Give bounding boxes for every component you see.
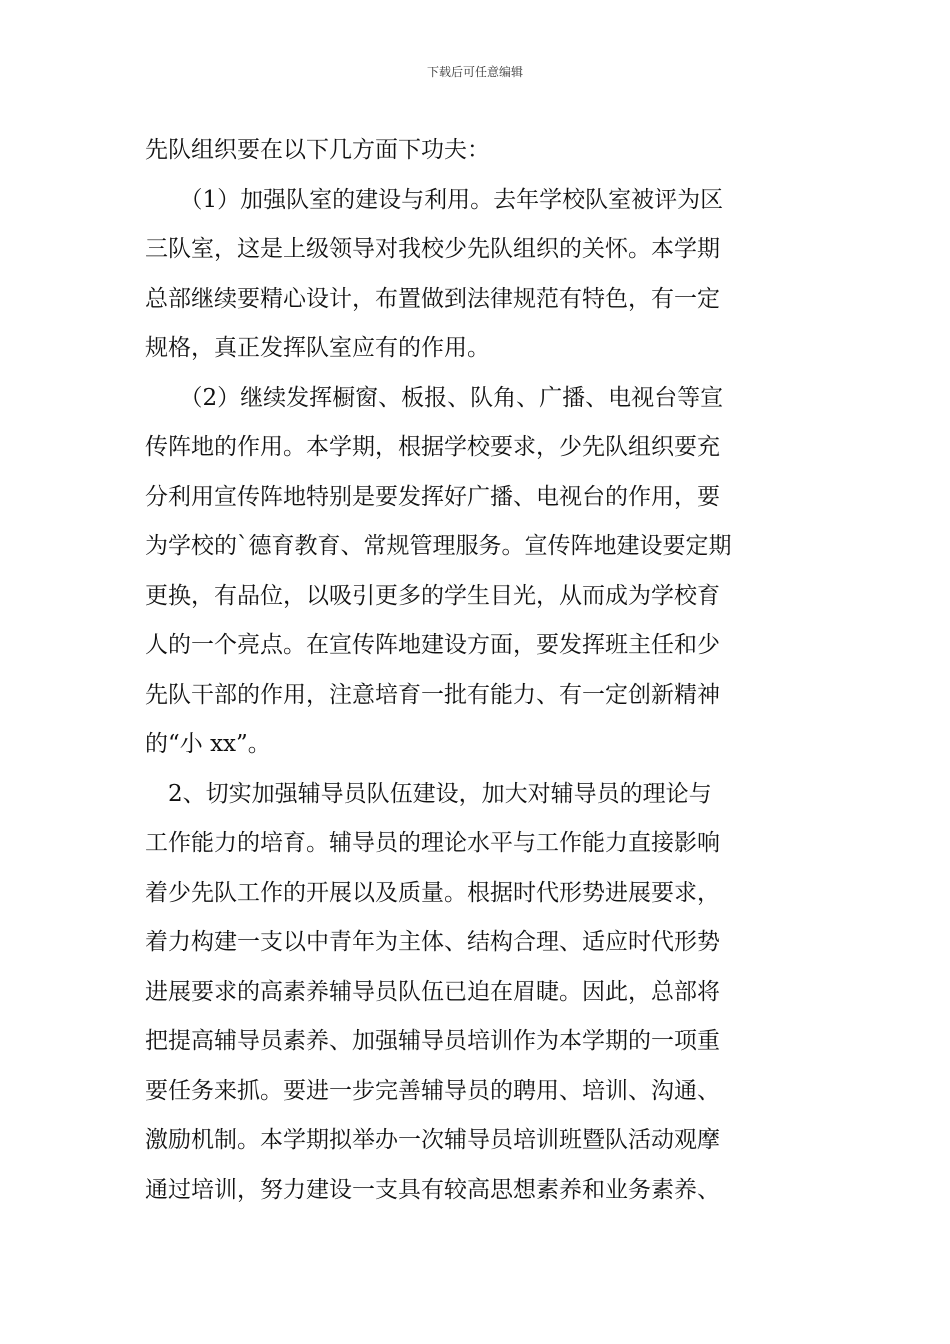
text-line: 三队室，这是上级领导对我校少先队组织的关怀。本学期 [145, 236, 720, 262]
text-line: 总部继续要精心设计，布置做到法律规范有特色，有一定 [145, 285, 720, 312]
header-note: 下载后可任意编辑 [426, 65, 523, 79]
text-line: 工作能力的培育。辅导员的理论水平与工作能力直接影响 [145, 830, 720, 856]
text-line: 先队组织要在以下几方面下功夫： [145, 137, 490, 163]
text-line: 通过培训，努力建设一支具有较高思想素养和业务素养、 [145, 1176, 720, 1203]
text-line: 传阵地的作用。本学期，根据学校要求，少先队组织要充 [145, 434, 720, 460]
text-line: 更换，有品位，以吸引更多的学生目光，从而成为学校育 [145, 582, 720, 609]
text-line: 把提高辅导员素养、加强辅导员培训作为本学期的一项重 [145, 1028, 720, 1054]
text-line: （2）继续发挥橱窗、板报、队角、广播、电视台等宣 [145, 384, 724, 411]
text-line: 进展要求的高素养辅导员队伍已迫在眉睫。因此，总部将 [145, 978, 720, 1005]
text-line: 为学校的`德育教育、常规管理服务。宣传阵地建设要定期 [145, 533, 732, 559]
text-line: 着少先队工作的开展以及质量。根据时代形势进展要求， [145, 879, 720, 906]
text-line: 激励机制。本学期拟举办一次辅导员培训班暨队活动观摩 [145, 1127, 720, 1153]
text-line: 要任务来抓。要进一步完善辅导员的聘用、培训、沟通、 [145, 1077, 720, 1104]
text-line: 先队干部的作用，注意培育一批有能力、有一定创新精神 [145, 681, 720, 708]
text-line: 分利用宣传阵地特别是要发挥好广播、电视台的作用，要 [145, 483, 720, 510]
text-line: 2、切实加强辅导员队伍建设，加大对辅导员的理论与 [145, 780, 712, 807]
document-body [145, 126, 807, 1215]
text-line: 人的一个亮点。在宣传阵地建设方面，要发挥班主任和少 [145, 632, 720, 658]
text-line: 着力构建一支以中青年为主体、结构合理、适应时代形势 [145, 929, 720, 955]
text-line: （1）加强队室的建设与利用。去年学校队室被评为区 [145, 186, 724, 213]
text-line: 的“小 xx”。 [145, 731, 271, 757]
text-line: 规格，真正发挥队室应有的作用。 [145, 335, 490, 361]
